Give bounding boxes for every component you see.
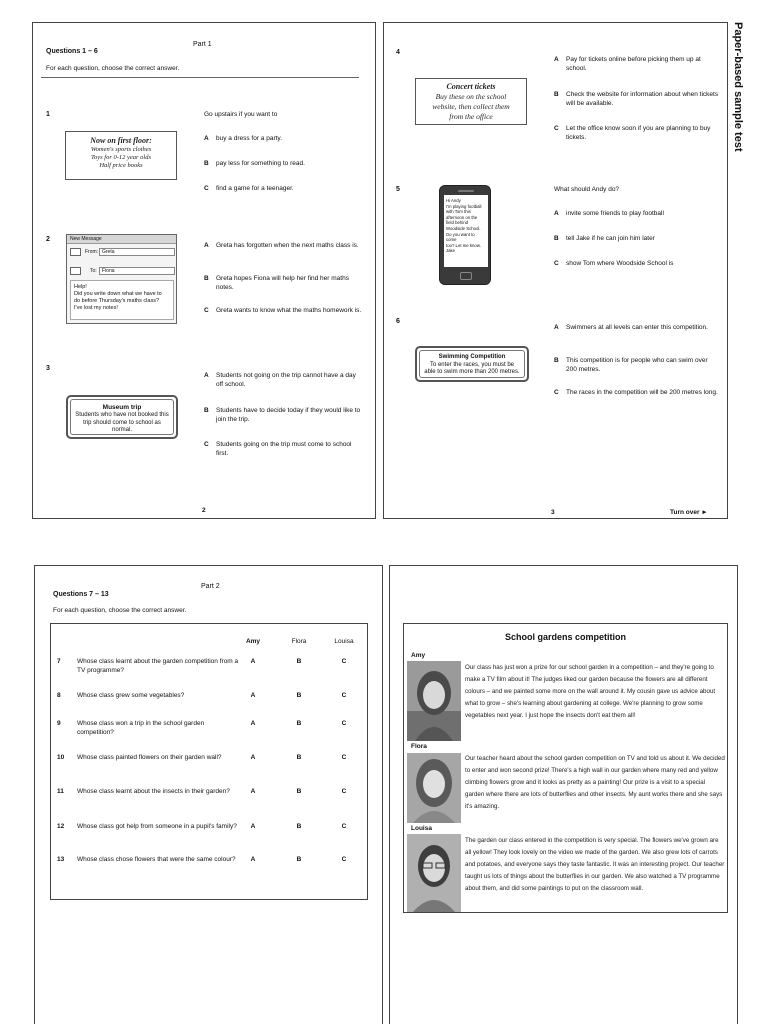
question-number: 4 xyxy=(396,49,400,56)
entry-text: Our class has just won a prize for our school garden in a competition – and they're going to make a TV film about it! The judges liked our garden because the flowers are all different colours – and we painted some more on the wall around it. My cousin gave us advice about what to grow – she's learning about gardening at college. We're planning to grow some vegetables next year. I just hope the insects don't eat them all! xyxy=(465,664,716,719)
side-label: Paper-based sample test xyxy=(732,22,744,152)
page-1 xyxy=(32,22,376,519)
divider xyxy=(41,77,359,78)
phone-speaker xyxy=(458,190,474,192)
swimming-competition-sign: Swimming Competition To enter the races, you must be able to swim more than 200 metres. xyxy=(415,346,529,382)
answer-c[interactable]: C xyxy=(341,720,347,727)
option-c[interactable]: C Let the office know soon if you are planning to buy tickets. xyxy=(554,125,711,141)
photo-louisa xyxy=(407,834,461,912)
email-titlebar: New Message xyxy=(67,235,176,244)
notice-first-floor: Now on first floor: Women's sports clothes Toys for 0-12 year olds Half price books xyxy=(65,131,177,180)
answer-a[interactable]: A xyxy=(250,658,256,665)
table-row: 12 Whose class got help from someone in a pupil's family? A B C xyxy=(51,823,367,843)
answer-a[interactable]: A xyxy=(250,720,256,727)
table-row: 8 Whose class grew some vegetables? A B C xyxy=(51,692,367,712)
option-a[interactable]: A invite some friends to play football xyxy=(554,210,664,217)
question-number: 2 xyxy=(46,236,50,243)
answer-a[interactable]: A xyxy=(250,754,256,761)
option-a[interactable]: A Pay for tickets online before picking them up at school. xyxy=(554,56,701,72)
photo-flora xyxy=(407,753,461,823)
entry-name: Louisa xyxy=(411,825,432,832)
option-b[interactable]: B This competition is for people who can swim over 200 metres. xyxy=(554,357,708,373)
option-a[interactable]: A Students not going on the trip cannot have a day off school. xyxy=(204,372,356,388)
portrait-photo xyxy=(407,834,461,912)
option-b[interactable]: B tell Jake if he can join him later xyxy=(554,235,655,242)
option-b[interactable]: B Greta hopes Fiona will help her find her maths notes. xyxy=(204,275,349,291)
option-c[interactable]: C Greta wants to know what the maths homework is. xyxy=(204,307,362,314)
answer-c[interactable]: C xyxy=(341,823,347,830)
option-b[interactable]: B Students have to decide today if they would like to join the trip. xyxy=(204,407,361,423)
portrait-photo xyxy=(407,661,461,741)
option-a[interactable]: A Swimmers at all levels can enter this competition. xyxy=(554,324,708,331)
part-title: Part 1 xyxy=(193,41,212,48)
question-number: 1 xyxy=(46,111,50,118)
message-body: Help! Did you write down what we have to do before Thursday's maths class? I've lost my notes! xyxy=(70,280,174,320)
instruction: For each question, choose the correct answer. xyxy=(53,607,187,614)
column-amy: Amy xyxy=(245,638,261,645)
option-c[interactable]: C Students going on the trip must come to school first. xyxy=(204,441,352,457)
answer-b[interactable]: B xyxy=(296,658,302,665)
mobile-phone xyxy=(439,185,491,285)
page-3 xyxy=(34,565,383,1024)
page-4 xyxy=(389,565,738,1024)
answer-b[interactable]: B xyxy=(296,823,302,830)
answer-a[interactable]: A xyxy=(250,788,256,795)
table-row: 7 Whose class learnt about the garden competition from a TV programme? A B C xyxy=(51,658,367,678)
answer-a[interactable]: A xyxy=(250,692,256,699)
option-c[interactable]: C The races in the competition will be 200 metres long. xyxy=(554,389,718,396)
table-row: 10 Whose class painted flowers on their garden wall? A B C xyxy=(51,754,367,774)
mail-icon xyxy=(70,267,81,275)
question-stem: What should Andy do? xyxy=(554,186,620,193)
turn-over: Turn over ► xyxy=(670,509,708,516)
mail-icon xyxy=(70,248,81,256)
answer-c[interactable]: C xyxy=(341,856,347,863)
question-stem: Go upstairs if you want to xyxy=(204,111,278,118)
table-row: 13 Whose class chose flowers that were the same colour? A B C xyxy=(51,856,367,876)
answer-a[interactable]: A xyxy=(250,856,256,863)
answer-c[interactable]: C xyxy=(341,754,347,761)
table-header xyxy=(51,638,367,648)
entry-name: Flora xyxy=(411,743,427,750)
entry-text: Our teacher heard about the school garden competition on TV and told us about it. We decided to enter and won second prize! There's a high wall in our garden where many red and yellow climbing flowers grow and it looks as pretty as a painting! Our prize is a visit to a special garden where there are lots of butterflies and other insects. My aunt works there and she says it's amazing. xyxy=(465,755,725,810)
option-b[interactable]: B Check the website for information about when tickets will be available. xyxy=(554,91,719,107)
question-table xyxy=(50,623,368,900)
article-box xyxy=(403,623,728,913)
option-c[interactable]: C find a game for a teenager. xyxy=(204,185,294,192)
answer-c[interactable]: C xyxy=(341,658,347,665)
answer-b[interactable]: B xyxy=(296,720,302,727)
instruction: For each question, choose the correct answer. xyxy=(46,65,180,72)
answer-c[interactable]: C xyxy=(341,788,347,795)
notice-concert-tickets: Concert tickets Buy these on the school website, then collect them from the office xyxy=(415,78,527,125)
entry-name: Amy xyxy=(411,652,426,659)
photo-amy xyxy=(407,661,461,741)
option-b[interactable]: B pay less for something to read. xyxy=(204,160,305,167)
from-row: From: Greta xyxy=(70,248,174,257)
answer-b[interactable]: B xyxy=(296,692,302,699)
museum-trip-sign: Museum trip Students who have not booked this trip should come to school as normal. xyxy=(66,395,178,439)
answer-b[interactable]: B xyxy=(296,788,302,795)
column-louisa: Louisa xyxy=(334,638,354,645)
page-number: 3 xyxy=(551,509,555,516)
column-flora: Flora xyxy=(291,638,307,645)
question-number: 3 xyxy=(46,365,50,372)
option-a[interactable]: A Greta has forgotten when the next maths class is. xyxy=(204,242,359,249)
from-field: Greta xyxy=(99,248,175,256)
option-a[interactable]: A buy a dress for a party. xyxy=(204,135,282,142)
to-row: To: Fiona xyxy=(70,267,174,276)
questions-heading: Questions 1 – 6 xyxy=(46,48,98,55)
portrait-photo xyxy=(407,753,461,823)
part-title: Part 2 xyxy=(201,583,220,590)
table-row: 9 Whose class won a trip in the school garden competition? A B C xyxy=(51,720,367,740)
questions-heading: Questions 7 – 13 xyxy=(53,591,109,598)
option-c[interactable]: C show Tom where Woodside School is xyxy=(554,260,674,267)
answer-c[interactable]: C xyxy=(341,692,347,699)
answer-b[interactable]: B xyxy=(296,856,302,863)
question-number: 6 xyxy=(396,318,400,325)
table-row: 11 Whose class learnt about the insects in their garden? A B C xyxy=(51,788,367,808)
entry-text: The garden our class entered in the competition is very special. The flowers we've grown are all yellow! They look lovely on the video we made of the garden. We also grew lots of carrots and potatoes, and everyone says they taste fantastic. It was an interesting project. Our teacher taught us lots of things about the butterflies in our garden. We also watched a TV programme about them, and did some paintings to put on the classroom wall. xyxy=(465,837,725,892)
phone-screen: Hi Andy I'm playing football with Tom this afternoon on the field behind Woodside School. Do you want to come too? Let me know. Jake xyxy=(444,195,488,267)
page-2 xyxy=(383,22,728,519)
page-number: 2 xyxy=(202,507,206,514)
answer-b[interactable]: B xyxy=(296,754,302,761)
answer-a[interactable]: A xyxy=(250,823,256,830)
phone-home-button xyxy=(460,272,472,280)
question-number: 5 xyxy=(396,186,400,193)
to-field: Fiona xyxy=(99,267,175,275)
article-title: School gardens competition xyxy=(504,632,626,642)
email-window xyxy=(66,234,177,324)
